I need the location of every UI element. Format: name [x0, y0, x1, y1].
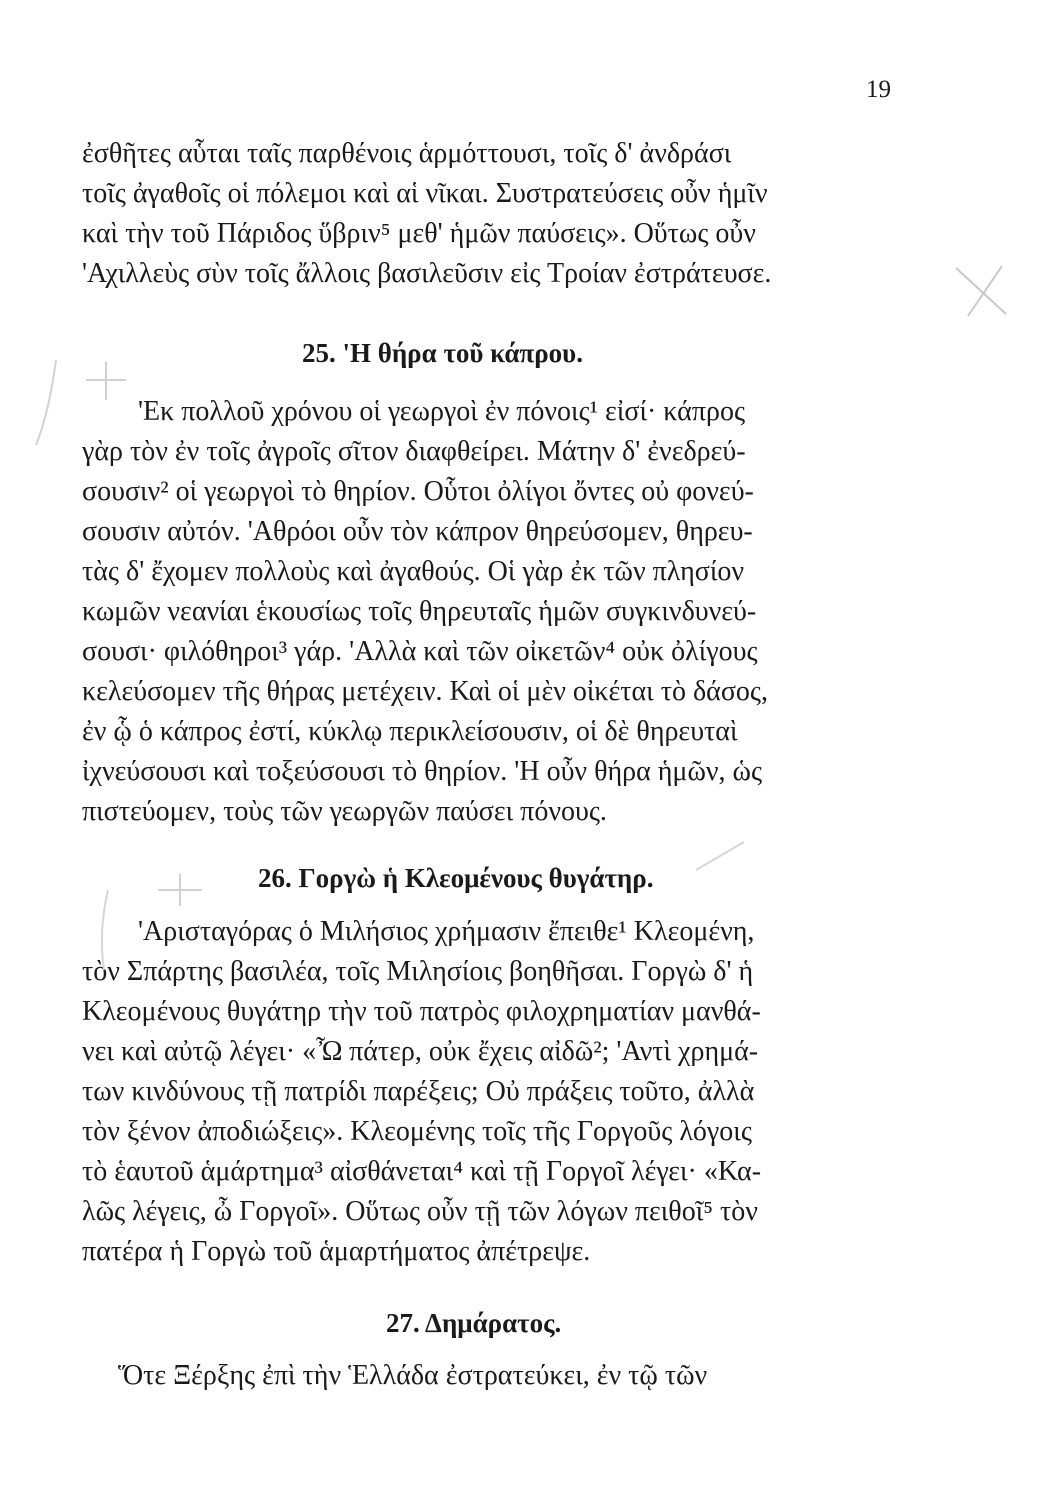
- text-line: σουσιν αὐτόν. 'Αθρόοι οὖν τὸν κάπρον θηρεύσομεν, θηρευ-: [82, 516, 753, 547]
- text-line: 'Αρισταγόρας ὁ Μιλήσιος χρήμασιν ἔπειθε¹ Κλεομένη,: [138, 916, 755, 947]
- page-number: 19: [866, 76, 891, 103]
- text-line: γὰρ τὸν ἐν τοῖς ἀγροῖς σῖτον διαφθείρει. Μάτην δ' ἐνεδρεύ-: [82, 436, 746, 467]
- text-line: Κλεομένους θυγάτηρ τὴν τοῦ πατρὸς φιλοχρηματίαν μανθά-: [82, 996, 761, 1027]
- section-heading-26: 26. Γοργὼ ἡ Κλεομένους θυγάτηρ.: [258, 863, 654, 893]
- pencil-x-mark-icon: [948, 262, 1018, 322]
- text-line: ἐν ᾧ ὁ κάπρος ἐστί, κύκλῳ περικλείσουσιν, οἱ δὲ θηρευταὶ: [82, 716, 738, 747]
- text-line: λῶς λέγεις, ὦ Γοργοῖ». Οὕτως οὖν τῇ τῶν λόγων πειθοῖ⁵ τὸν: [82, 1196, 758, 1227]
- text-line: Ὅτε Ξέρξης ἐπὶ τὴν Ἑλλάδα ἐστρατεύκει, ἐν τῷ τῶν: [118, 1360, 708, 1391]
- text-line: νει καὶ αὐτῷ λέγει· «Ὦ πάτερ, οὐκ ἔχεις αἰδῶ²; 'Αντὶ χρημά-: [82, 1036, 759, 1067]
- text-line: 'Εκ πολλοῦ χρόνου οἱ γεωργοὶ ἐν πόνοις¹ εἰσί· κάπρος: [138, 396, 746, 427]
- text-line: κωμῶν νεανίαι ἑκουσίως τοῖς θηρευταῖς ἡμῶν συγκινδυνεύ-: [82, 596, 757, 627]
- section-heading-25: 25. 'Η θήρα τοῦ κάπρου.: [302, 338, 583, 368]
- text-line: 'Αχιλλεὺς σὺν τοῖς ἄλλοις βασιλεῦσιν εἰς Τροίαν ἐστράτευσε.: [82, 258, 772, 289]
- text-line: πατέρα ἡ Γοργὼ τοῦ ἁμαρτήματος ἀπέτρεψε.: [82, 1236, 591, 1267]
- text-line: σουσι· φιλόθηροι³ γάρ. 'Αλλὰ καὶ τῶν οἰκετῶν⁴ οὐκ ὀλίγους: [82, 636, 758, 667]
- text-line: τὸ ἑαυτοῦ ἁμάρτημα³ αἰσθάνεται⁴ καὶ τῇ Γοργοῖ λέγει· «Κα-: [82, 1156, 762, 1187]
- pencil-tick-icon: [690, 836, 750, 876]
- text-line: των κινδύνους τῇ πατρίδι παρέξεις; Οὐ πράξεις τοῦτο, ἀλλὰ: [82, 1076, 755, 1107]
- pencil-cross-mark-icon: [150, 870, 210, 910]
- text-line: καὶ τὴν τοῦ Πάριδος ὕβριν⁵ μεθ' ἡμῶν παύσεις». Οὕτως οὖν: [82, 218, 756, 249]
- text-line: ἰχνεύσουσι καὶ τοξεύσουσι τὸ θηρίον. 'Η οὖν θήρα ἡμῶν, ὡς: [82, 756, 763, 787]
- text-line: τὸν ξένον ἀποδιώξεις». Κλεομένης τοῖς τῆς Γοργοῦς λόγοις: [82, 1116, 752, 1147]
- text-line: πιστεύομεν, τοὺς τῶν γεωργῶν παύσει πόνους.: [82, 796, 607, 827]
- text-line: ἐσθῆτες αὗται ταῖς παρθένοις ἁρμόττουσι, τοῖς δ' ἀνδράσι: [82, 138, 732, 169]
- section-heading-27: 27. Δημάρατος.: [386, 1308, 562, 1338]
- text-line: τοῖς ἀγαθοῖς οἱ πόλεμοι καὶ αἱ νῖκαι. Συστρατεύσεις οὖν ἡμῖν: [82, 178, 768, 209]
- text-line: τὸν Σπάρτης βασιλέα, τοῖς Μιλησίοις βοηθῆσαι. Γοργὼ δ' ἡ: [82, 956, 754, 987]
- text-line: σουσιν² οἱ γεωργοὶ τὸ θηρίον. Οὗτοι ὀλίγοι ὄντες οὐ φονεύ-: [82, 476, 754, 507]
- pencil-scribble-icon: [26, 350, 136, 460]
- pencil-stroke-icon: [90, 886, 140, 976]
- text-line: τὰς δ' ἔχομεν πολλοὺς καὶ ἀγαθούς. Οἱ γὰρ ἐκ τῶν πλησίον: [82, 556, 745, 587]
- text-line: κελεύσομεν τῆς θήρας μετέχειν. Καὶ οἱ μὲν οἰκέται τὸ δάσος,: [82, 676, 769, 707]
